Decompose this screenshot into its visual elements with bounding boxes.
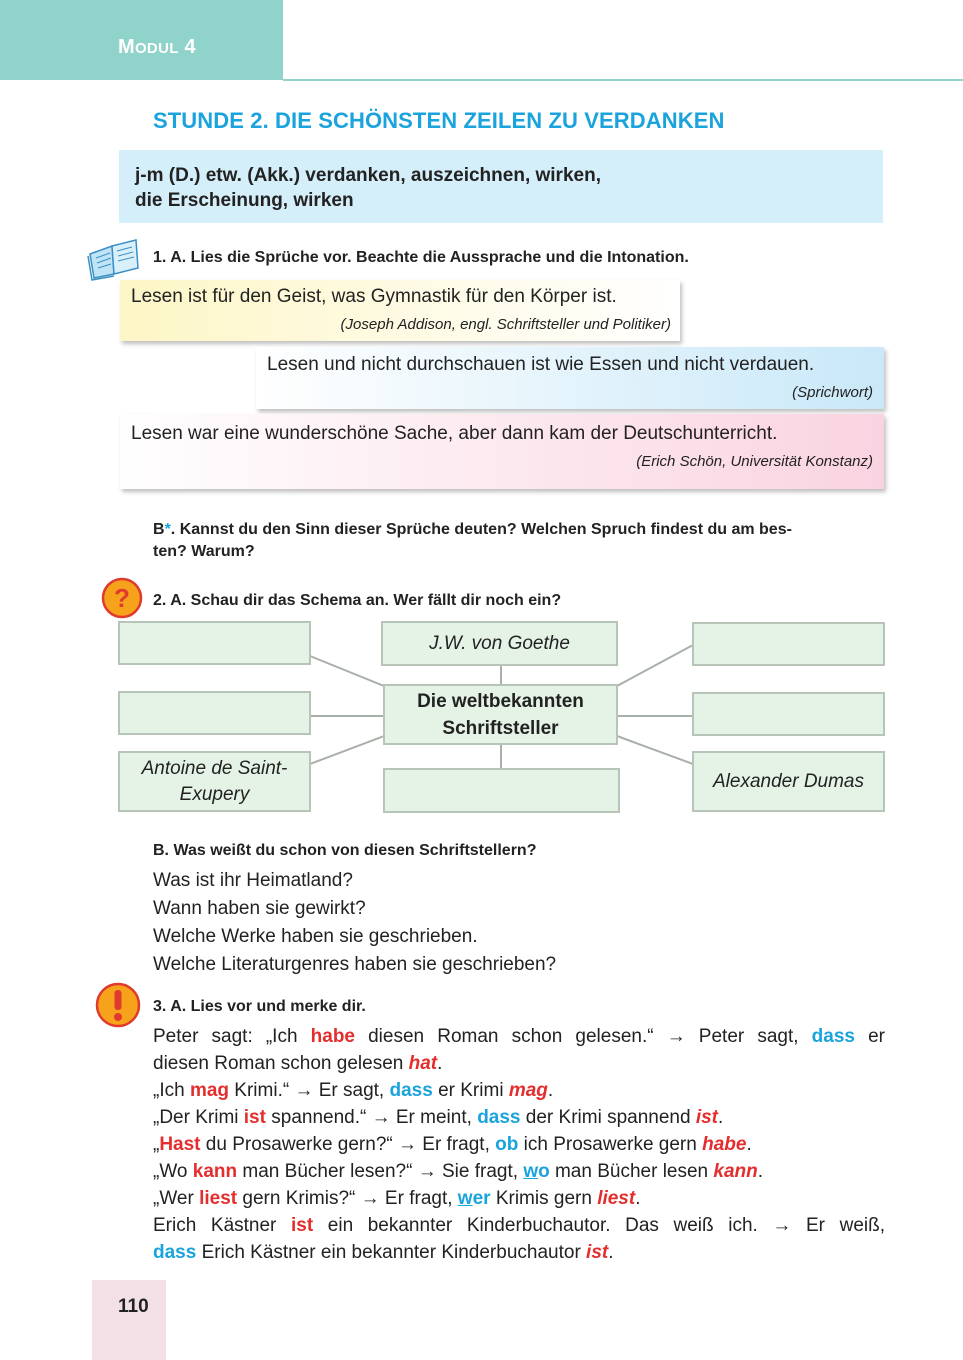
question-list — [153, 867, 556, 979]
example-line: „Wer liest gern Krimis?“ → Er fragt, wer Krimis gern liest. — [153, 1188, 641, 1209]
quote-text: Lesen war eine wunderschöne Sache, aber dann kam der Deutschunterricht. — [131, 423, 778, 444]
schema-empty-box[interactable] — [118, 621, 311, 665]
example-line: „Hast du Prosawerke gern?“ → Er fragt, ob ich Prosawerke gern habe. — [153, 1134, 752, 1155]
task-2b-instruction: B. Was weißt du schon von diesen Schriftstellern? — [153, 842, 537, 859]
example-line: „Der Krimi ist spannend.“ → Er meint, dass der Krimi spannend ist. — [153, 1107, 724, 1128]
example-line: „Ich mag Krimi.“ → Er sagt, dass er Krimi mag. — [153, 1080, 554, 1101]
task-2-instruction: 2. A. Schau dir das Schema an. Wer fällt dir noch ein? — [153, 592, 562, 609]
example-line: dass Erich Kästner ein bekannter Kinderbuchautor ist. — [153, 1242, 614, 1263]
list-item: Welche Werke haben sie geschrieben. — [153, 926, 478, 947]
page-number-box — [92, 1280, 166, 1360]
vocabulary-text: j-m (D.) etw. (Akk.) verdanken, auszeichnen, wirken, die Erscheinung, wirken — [135, 165, 601, 211]
schema-author-box: J.W. von Goethe — [381, 621, 618, 666]
schema-empty-box[interactable] — [383, 768, 620, 813]
list-item: Was ist ihr Heimatland? — [153, 870, 353, 891]
schema-empty-box[interactable] — [118, 691, 311, 735]
example-line: „Wo kann man Bücher lesen?“ → Sie fragt, wo man Bücher lesen kann. — [153, 1161, 764, 1182]
task-1b-instruction: B*. Kannst du den Sinn dieser Sprüche deuten? Welchen Spruch findest du am bes- ten? Warum? — [153, 521, 792, 560]
quote-text: Lesen ist für den Geist, was Gymnastik für den Körper ist. — [131, 286, 617, 307]
grammar-examples — [153, 1023, 885, 1266]
lesson-title: STUNDE 2. DIE SCHÖNSTEN ZEILEN ZU VERDANKEN — [153, 108, 725, 133]
quote-source: (Joseph Addison, engl. Schriftsteller und Politiker) — [340, 316, 671, 333]
exclamation-mark-icon — [95, 982, 141, 1028]
example-line: diesen Roman schon gelesen hat. — [153, 1053, 443, 1074]
quote-source: (Sprichwort) — [792, 384, 873, 401]
schema-empty-box[interactable] — [692, 622, 885, 666]
task-3-instruction: 3. A. Lies vor und merke dir. — [153, 998, 366, 1015]
example-line: Peter sagt: „Ich habe diesen Roman schon gelesen.“ → Peter sagt, dass er — [153, 1026, 885, 1047]
quote-source: (Erich Schön, Universität Konstanz) — [636, 453, 873, 470]
schema-author-box: Alexander Dumas — [692, 751, 885, 812]
quote-text: Lesen und nicht durchschauen ist wie Essen und nicht verdauen. — [267, 354, 815, 375]
svg-text:?: ? — [114, 583, 130, 613]
list-item: Wann haben sie gewirkt? — [153, 898, 366, 919]
page-number: 110 — [118, 1296, 149, 1317]
module-title: MODUL 4 — [118, 36, 196, 58]
schema-center-box: Die weltbekannten Schriftsteller — [383, 684, 618, 745]
list-item: Welche Literaturgenres haben sie geschrieben? — [153, 954, 557, 975]
task-1-instruction: 1. A. Lies die Sprüche vor. Beachte die Aussprache und die Intonation. — [153, 249, 689, 266]
schema-author-box: Antoine de Saint- Exupery — [118, 751, 311, 812]
schema-empty-box[interactable] — [692, 692, 885, 736]
example-line: Erich Kästner ist ein bekannter Kinderbuchautor. Das weiß ich. → Er weiß, — [153, 1215, 885, 1236]
